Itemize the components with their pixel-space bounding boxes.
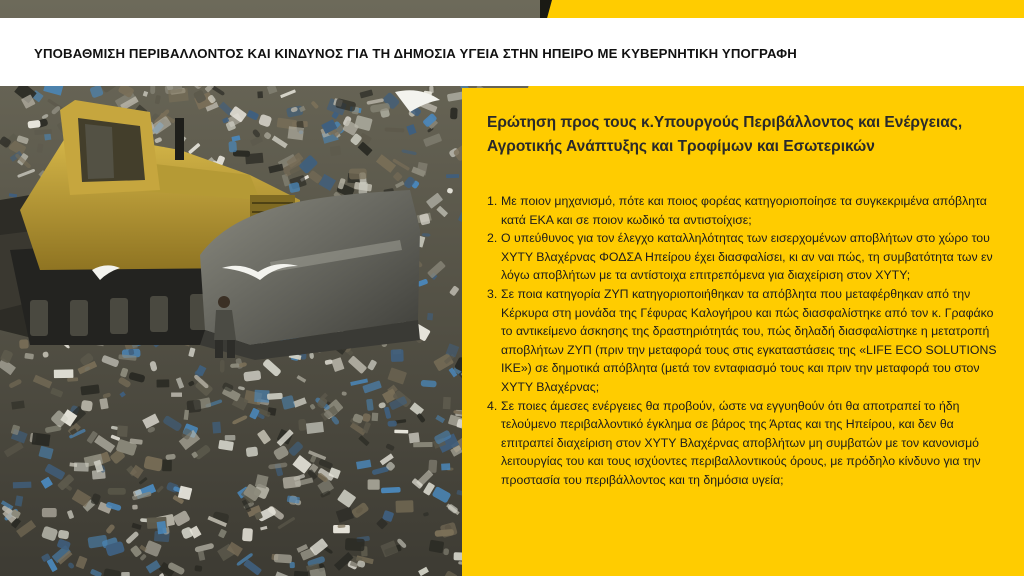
question-number: 1. — [487, 194, 498, 208]
question-number: 2. — [487, 231, 498, 246]
question-text: Ο υπεύθυνος για τον έλεγχο καταλληλότητας των εισερχομένων αποβλήτων στο χώρο του ΧΥΤΥ Βλαχέρνας ΦΟΔΣΑ Ηπείρου έχει διασφαλίσει, κι αν ναι πώς, τη συμβατότητα των εν λόγω αποβλήτων με τα αντίστοιχα επιτρεπόμενα για διαχείριση στον ΧΥΤΥ; — [501, 231, 993, 283]
question-list — [487, 192, 999, 490]
question-text: Σε ποιες άμεσες ενέργειες θα προβούν, ώστε να εγγυηθούν ότι θα αποτραπεί το ήδη τελούμενο περιβαλλοντικό έγκλημα σε βάρος της Άρτας και της Ηπείρου, και δεν θα επιτραπεί διαχείριση στον ΧΥΤΥ Βλαχέρνας αποβλήτων μη συμβατών με τον κανονισμό λειτουργίας του και τους ισχύοντες περιβαλλοντικούς όρους, με πρόδηλο κίνδυνο για την προστασία του περιβάλλοντος και τη δημόσια υγεία; — [501, 398, 981, 487]
question-number: 3. — [487, 286, 498, 301]
question-panel — [487, 111, 999, 490]
slide-title: ΥΠΟΒΑΘΜΙΣΗ ΠΕΡΙΒΑΛΛΟΝΤΟΣ ΚΑΙ ΚΙΝΔΥΝΟΣ ΓΙΑ ΤΗ ΔΗΜΟΣΙΑ ΥΓΕΙΑ ΣΤΗΝ ΗΠΕΙΡΟ ΜΕ ΚΥΒΕΡΝΗΤΙΚΗ ΥΠΟΓΡΑΦΗ — [34, 45, 797, 61]
question-item — [487, 285, 999, 397]
question-number: 4. — [487, 398, 498, 413]
title-bar — [0, 18, 1024, 86]
question-item — [487, 192, 999, 229]
question-item — [487, 229, 999, 285]
question-item — [487, 397, 999, 490]
question-heading: Ερώτηση προς τους κ.Υπουργούς Περιβάλλοντος και Ενέργειας, Αγροτικής Ανάπτυξης και Τροφίμων και Εσωτερικών — [487, 114, 963, 155]
question-text: Με ποιον μηχανισμό, πότε και ποιος φορέας κατηγοριοποίησε τα συγκεκριμένα απόβλητα κατά ΕΚΑ και σε ποιον κωδικό τα αντιστοίχισε; — [501, 194, 987, 227]
question-text: Σε ποια κατηγορία ΖΥΠ κατηγοριοποιήθηκαν τα απόβλητα που μεταφέρθηκαν από την Κέρκυρα στη μονάδα της Γέφυρας Καλογήρου και πώς διασφαλίστηκε από τον κ. Γραφάκο το αντικείμενο άσκησης της δραστηριότητάς του, πώς δηλαδή διασφαλίστηκε η μετατροπή αποβλήτων ΖΥΠ (πριν την μεταφορά τους στις εγκαταστάσεις της «LIFE ECO SOLUTIONS IKE») σε δημοτικά απόβλητα (μετά τον ενταφιασμό τους και πριν την μεταφορά του στον ΧΥΤΥ Βλαχέρνας; — [501, 286, 997, 394]
